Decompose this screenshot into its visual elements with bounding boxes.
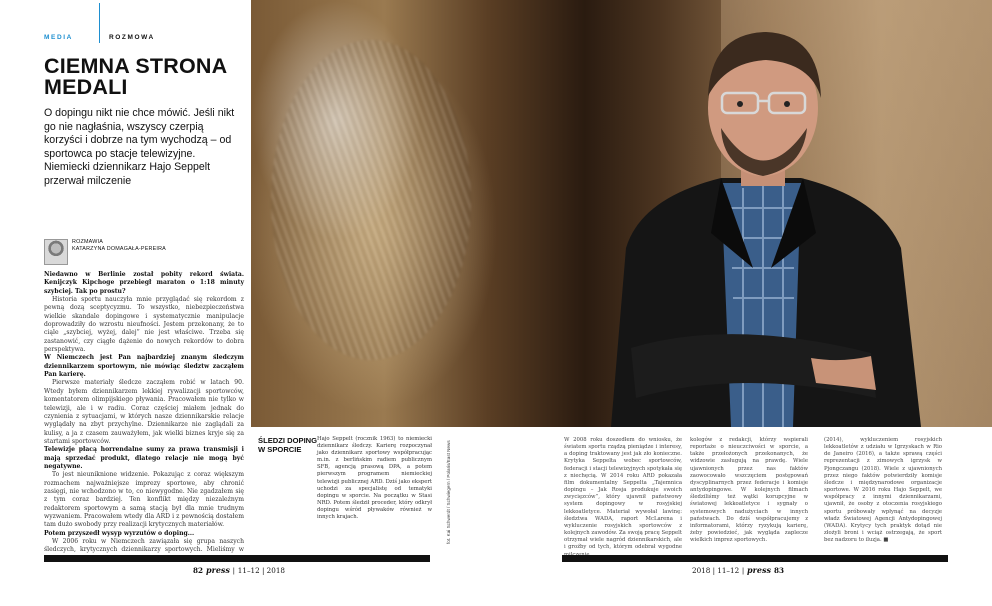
- sidebar-bio: Hajo Seppelt (rocznik 1963) to niemiecki dziennikarz śledczy. Karierę rozpoczynał jako dziennikarz sportowy współpracując m.in. z berlińskim radiem publicznym SFB, agencją prasową DPA, a potem pierwszym programem niemieckiej telewizji publicznej ARD. Dziś jako ekspert uchodzi za specjalistę od tematyki dopingu w sporcie. Na początku w Stasi NRD. Potem śledził proceder, który odkrył dopingu wśród pływaków również w innych krajach.: [317, 436, 432, 521]
- author-label: ROZMAWIA: [72, 239, 104, 245]
- portrait-photo: [251, 0, 992, 427]
- text-column: W 2008 roku doszedłem do wniosku, że światem sportu rządzą pieniądze i interesy, a doping traktowany jest jak zło konieczne. Krytyka Seppelta wobec sportowców, federacji i stacji telewizyjnych spotykała się z niechęcią. W 2014 roku ARD pokazała film dokumentalny Seppelta „Tajemnica dopingu – Jak Rosja produkuje swoich zwycięzców”, który ujawnił państwowy system dopingowy w rosyjskiej lekkoatletyce. Materiał wywołał lawinę: śledztwa WADA, raport McLarena i wykluczenie rosyjskich sportowców z kolejnych zawodów. Za swoją pracę Seppelt otrzymał wiele nagród dziennikarskich, ale i groźby od tych, którym odebrał wygodne: [564, 437, 682, 551]
- text-column: (2014), wykluczeniem rosyjskich lekkoatletów z udziału w Igrzyskach w Rio de Janeiro (2016), a także sprawą części reprezentacji z zimowych igrzysk w Pjongczangu (2018). Wiele z ujawnionych przez niego faktów potwierdziły komisje śledcze i międzynarodowe organizacje sportowe. W 2016 roku Hajo Seppelt, we współpracy z innymi dziennikarzami, ujawnił, że osoby z otoczenia rosyjskiego sportu próbowały wpłynąć na decyzje władz Światowej Agencji Antydopingowej (WADA). Krytycy tych praktyk dotąd nie złożyli broni i wciąż ostrzegają, że sport bez nadzoru to iluzja. ■: [824, 437, 942, 544]
- interview-answer: Pierwsze materiały śledcze zacząłem robić w latach 90. Wtedy byłem dziennikarzem lekkiej rywalizacji sportowców, komentatorem olimpijskiego pływania. Pracowałem nie tylko w telewizji, ale i w radiu. Coraz częściej miałem jednak do czynienia z sytuacjami, w których nasze dziennikarskie relacje wyglądały na zbyt przychylne. Dziennikarze nie zaglądali za kulisy, a ja z czasem zauważyłem, jak wielki biznes kryje się za startami sportowców.: [44, 379, 244, 445]
- issue-number: 2018 | 11–12: [692, 565, 740, 575]
- interview-answer: W 2006 roku w Niemczech zawiązała się grupa naszych śledczych, krytycznych dziennikarzy sportowych. Mieliśmy w: [44, 538, 244, 554]
- article-lead: O dopingu nikt nie chce mówić. Jeśli nikt go nie nagłaśnia, wszyscy czerpią korzyści i dobrze na tym wychodzą – od sportowca po stacje telewizyjne. Niemiecki dziennikarz Hajo Seppelt przerwał milczenie: [44, 107, 235, 187]
- page-number: 83: [773, 565, 784, 575]
- section-name: MEDIA: [44, 33, 73, 41]
- article-body: [44, 271, 244, 554]
- interview-answer: To jest nieuniknione widzenie. Pokazując z coraz większym rozmachem najważniejsze imprezy sportowe, aby chronić zasięgi, nie wchodzono w to, co niewygodne. Nie zgadzałem się z tym coraz bardziej. Ten konflikt między niezależnym redaktorem sportowym a samą stacją był dla mnie trudnym wyzwaniem. Pracowałem wtedy dla ARD i z pewnością dostałem tam dużo swobody przy realizacji krytycznych materiałów.: [44, 471, 244, 529]
- wall-reflection: [271, 40, 471, 360]
- author-byline: [44, 239, 166, 265]
- magazine-name: press: [206, 565, 230, 575]
- folio-right: [692, 565, 784, 575]
- section-category: ROZMOWA: [108, 33, 155, 41]
- photo-credit: [446, 440, 456, 548]
- section-divider: [99, 3, 100, 43]
- footer-rule-right: [562, 555, 948, 562]
- interview-question: Telewizje płacą horrendalne sumy za prawa transmisji i mają sprzedać produkt, dlatego relacje nie mogą być negatywne.: [44, 446, 244, 470]
- portrait-figure: [571, 18, 951, 427]
- author-avatar: [44, 239, 68, 265]
- section-label: [44, 30, 155, 44]
- magazine-name: press: [747, 565, 771, 575]
- page-number: 82: [193, 565, 204, 575]
- author-text: [72, 239, 166, 265]
- article-headline: CIEMNA STRONA MEDALI: [44, 54, 227, 99]
- folio-separator: |: [232, 565, 235, 575]
- author-name: KATARZYNA DOMAGAŁA-PEREIRA: [72, 246, 166, 252]
- folio-left: [193, 565, 285, 575]
- text-column: kolegów z redakcji, którzy wspierali reportaże o nieuczciwości w sporcie, a także przełożonych przekonanych, że widzowie zasługują na prawdę. Wiele ujawnionych przez nas faktów zaowocowało wszczęciem postępowań dyscyplinarnych przez federacje i komisje antydopingowe. W kolejnych filmach śledziliśmy też wątki korupcyjne w światowej lekkoatletyce i sygnały o systemowych nadużyciach w innych państwach. Do dziś współpracujemy z informatorami, którzy ryzykują karierę, żeby powiedzieć, jak wygląda zaplecze wielkich imprez sportowych.: [690, 437, 808, 544]
- photo-credit-text: fot. Kai Schwerdt / Schwiegern / Polaris/East News: [446, 440, 451, 544]
- interview-answer: Historia sportu nauczyła mnie przyglądać się rekordom z pewną dozą sceptycyzmu. To wszystko, niebezpieczeństwa wielkie skandale dopingowe i systematycznie manipulacje doprowadziły do wzrostu nieufności. Jestem przekonany, że to ciąle „szybciej, wyżej, dalej” nie jest właściwe. Trzeba się zastanowić, czy ciągłe dążenie do nowych rekordów to dobra perspektywa.: [44, 296, 244, 354]
- sidebar-kicker: ŚLEDZI DOPING W SPORCIE: [258, 436, 318, 454]
- interview-question: Potem przyszedł wysyp wyrzutów o doping...: [44, 529, 195, 537]
- interview-question: Niedawno w Berlinie został pobity rekord świata. Kenijczyk Kipchoge przebiegł maraton o 1:18 minuty szybciej. Tak po prostu?: [44, 271, 244, 295]
- footer-rule-left: [44, 555, 430, 562]
- interview-question: W Niemczech jest Pan najbardziej znanym śledczym dziennikarzem sportowym, nie mówiąc śledztw zacząłem Pan karierę.: [44, 354, 244, 379]
- issue-number: 11–12 | 2018: [237, 565, 285, 575]
- folio-separator: |: [742, 565, 745, 575]
